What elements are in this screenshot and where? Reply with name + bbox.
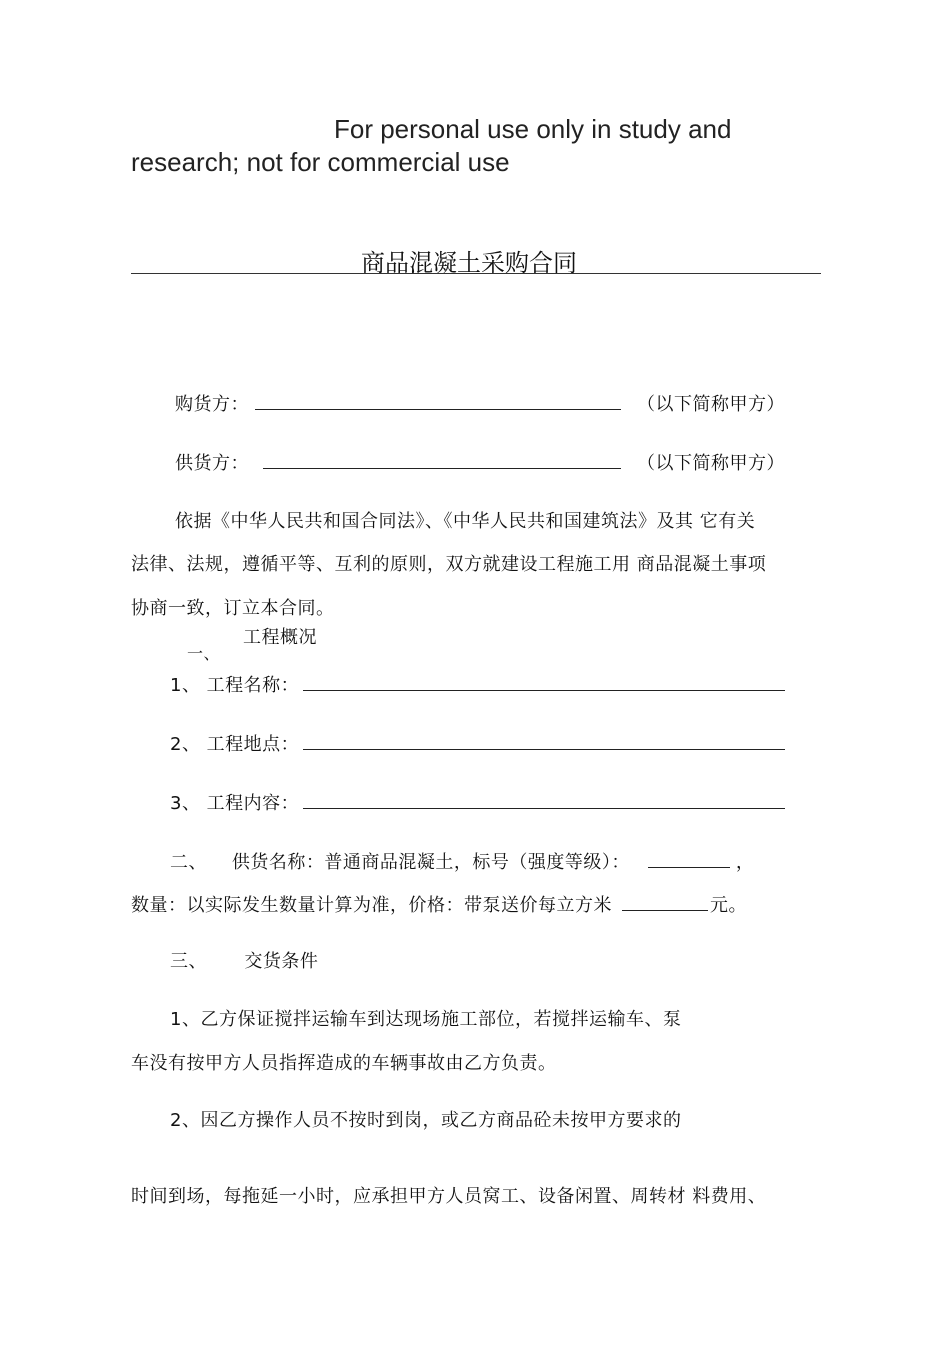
- supplier-blank[interactable]: [263, 448, 621, 469]
- price-unit: 元。: [710, 895, 747, 916]
- section-1-heading: 工程概况: [243, 627, 317, 648]
- supply-line-1: [170, 847, 754, 874]
- delivery-clause-2-line-1: 2、因乙方操作人员不按时到岗，或乙方商品砼未按甲方要求的: [170, 1110, 682, 1131]
- supply-description: 二、 供货名称：普通商品混凝土，标号（强度等级）：: [170, 852, 630, 873]
- project-content-line: [170, 788, 791, 815]
- project-name-line: [170, 670, 791, 697]
- disclaimer-line-2: research; not for commercial use: [131, 147, 510, 177]
- preamble-line-2: 法律、法规，遵循平等、互利的原则，双方就建设工程施工用 商品混凝土事项: [131, 554, 767, 575]
- project-location-blank[interactable]: [303, 729, 785, 750]
- preamble-line-1: 依据《中华人民共和国合同法》、《中华人民共和国建筑法》及其 它有关: [175, 511, 756, 532]
- project-content-label: 3、 工程内容：: [170, 793, 300, 814]
- supply-line-1-suffix: ，: [735, 852, 755, 873]
- grade-blank[interactable]: [648, 847, 730, 868]
- supplier-line: [175, 448, 785, 475]
- project-location-line: [170, 729, 791, 756]
- supplier-suffix: （以下简称甲方）: [637, 453, 785, 474]
- document-title: 商品混凝土采购合同: [361, 249, 577, 277]
- price-blank[interactable]: [622, 890, 708, 911]
- project-name-label: 1、 工程名称：: [170, 675, 300, 696]
- delivery-clause-1-line-2: 车没有按甲方人员指挥造成的车辆事故由乙方负责。: [131, 1053, 557, 1074]
- project-location-label: 2、 工程地点：: [170, 734, 300, 755]
- project-name-blank[interactable]: [303, 670, 785, 691]
- quantity-price-text: 数量：以实际发生数量计算为准，价格：带泵送价每立方米: [131, 895, 612, 916]
- supplier-label: 供货方：: [175, 453, 249, 474]
- buyer-label: 购货方：: [175, 394, 249, 415]
- delivery-clause-1-line-1: 1、乙方保证搅拌运输车到达现场施工部位，若搅拌运输车、泵: [170, 1009, 682, 1030]
- buyer-blank[interactable]: [255, 389, 621, 410]
- project-content-blank[interactable]: [303, 788, 785, 809]
- buyer-suffix: （以下简称甲方）: [637, 394, 785, 415]
- title-underline: [131, 273, 821, 274]
- section-1-number: 一、: [187, 644, 221, 663]
- buyer-line: [175, 389, 785, 416]
- disclaimer-line-1: For personal use only in study and: [334, 114, 732, 144]
- preamble-line-3: 协商一致，订立本合同。: [131, 598, 335, 619]
- supply-line-2: [131, 890, 747, 917]
- section-3-heading: 三、 交货条件: [170, 951, 319, 972]
- delivery-clause-2-line-2: 时间到场，每拖延一小时，应承担甲方人员窝工、设备闲置、周转材 料费用、: [131, 1186, 767, 1207]
